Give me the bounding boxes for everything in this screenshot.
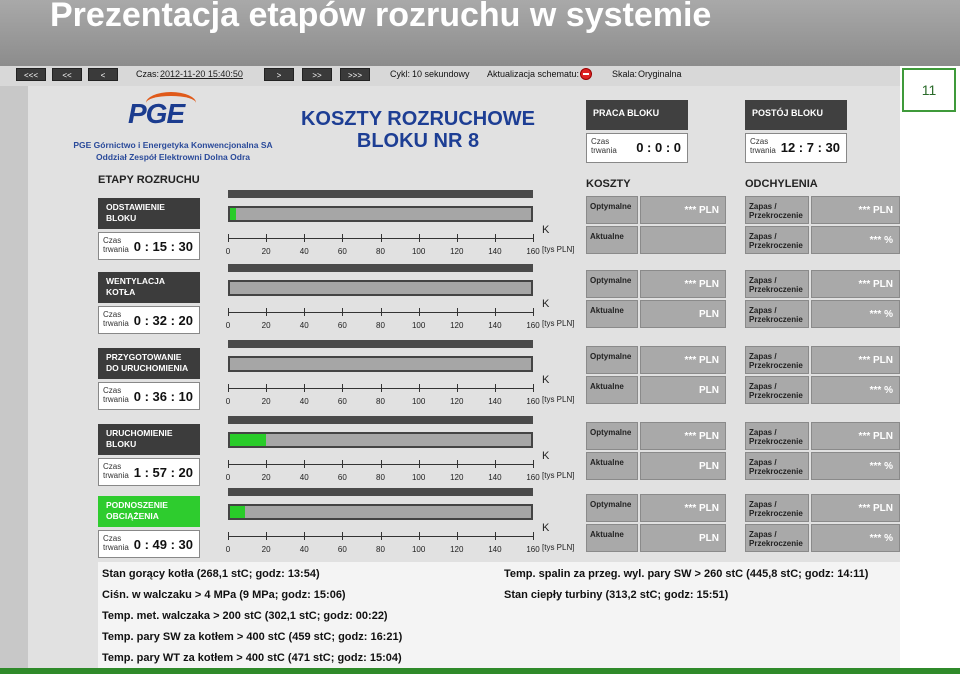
stop-duration bbox=[745, 133, 847, 163]
stage-2-tick-label: 140 bbox=[488, 397, 502, 406]
stage-1-tick-label: 20 bbox=[261, 321, 271, 330]
stage-0-tick bbox=[342, 234, 343, 242]
nav-back-more-button[interactable]: << bbox=[52, 68, 82, 81]
stage-0-name2: BLOKU bbox=[106, 213, 137, 223]
stage-1-dur-label1: Czas bbox=[103, 310, 122, 319]
stage-1-tick bbox=[495, 308, 496, 316]
dev-label-line2: Przekroczenie bbox=[749, 467, 803, 476]
stage-2-name1: PRZYGOTOWANIE bbox=[106, 352, 182, 362]
dev-label-line1: Zapas / bbox=[749, 276, 777, 285]
stage-3-tick bbox=[342, 460, 343, 468]
stage-2-cost-optimal-value bbox=[640, 346, 726, 374]
bottom-accent-line bbox=[0, 668, 960, 674]
scada-screen bbox=[0, 66, 900, 674]
stage-2-tick-label: 60 bbox=[337, 397, 347, 406]
slide-title-bar bbox=[0, 0, 960, 66]
stage-3-cost-actual-label bbox=[586, 452, 638, 480]
stage-3-deviation-value-1 bbox=[811, 452, 900, 480]
work-dur-label1: Czas bbox=[591, 137, 610, 146]
nav-forward-more-button[interactable]: >> bbox=[302, 68, 332, 81]
time-value[interactable]: 2012-11-20 15:40:50 bbox=[160, 69, 243, 79]
cost-actual-text: Aktualne bbox=[590, 458, 624, 467]
stage-2-progress-bar bbox=[228, 356, 533, 372]
stage-4-bar-header bbox=[228, 488, 533, 496]
stage-1-tick bbox=[304, 308, 305, 316]
stage-0-tick bbox=[381, 234, 382, 242]
stage-3-progress-fill bbox=[230, 434, 266, 446]
stage-4-tick bbox=[419, 532, 420, 540]
stage-3-dev-text-1: *** % bbox=[869, 461, 893, 472]
stop-update-icon[interactable] bbox=[580, 68, 592, 80]
stage-3-tick-label: 140 bbox=[488, 473, 502, 482]
company-line1: PGE Górnictwo i Energetyka Konwencjonalna SA bbox=[73, 140, 273, 150]
stage-0-duration bbox=[98, 232, 200, 260]
cost-optimal-text: Optymalne bbox=[590, 428, 632, 437]
stage-2-tick bbox=[228, 384, 229, 392]
cost-optimal-text: Optymalne bbox=[590, 500, 632, 509]
stage-2-bar-header bbox=[228, 340, 533, 348]
stage-4-label[interactable] bbox=[98, 496, 200, 527]
stage-3-tick bbox=[381, 460, 382, 468]
stage-1-name2: KOTŁA bbox=[106, 287, 136, 297]
stage-1-k-label: K bbox=[542, 298, 550, 310]
stage-1-dev-text-0: *** PLN bbox=[858, 279, 893, 290]
stage-2-tick bbox=[533, 384, 534, 392]
stage-4-tick bbox=[228, 532, 229, 540]
stage-3-tick bbox=[266, 460, 267, 468]
time-label: Czas: bbox=[136, 69, 160, 79]
stage-2-dur-label2: trwania bbox=[103, 395, 129, 404]
slide-number: 11 bbox=[902, 68, 956, 112]
stage-3-name2: BLOKU bbox=[106, 439, 137, 449]
work-dur-label2: trwania bbox=[591, 146, 617, 155]
stage-4-deviation-value-1 bbox=[811, 524, 900, 552]
main-panel bbox=[28, 86, 900, 674]
costs-heading: KOSZTY bbox=[586, 178, 631, 190]
stage-2-opt-text: *** PLN bbox=[684, 355, 719, 366]
condition-sw-steam-temp: Temp. pary SW za kotłem > 400 stC (459 stC; godz: 16:21) bbox=[102, 631, 403, 643]
stage-3-deviation-label-1 bbox=[745, 452, 809, 480]
stage-1-dur-label2: trwania bbox=[103, 319, 129, 328]
stage-3-cost-optimal-label bbox=[586, 422, 638, 450]
cycle-label: Cykl: bbox=[390, 69, 410, 79]
stage-4-deviation-label-0 bbox=[745, 494, 809, 522]
stage-3-name1: URUCHOMIENIE bbox=[106, 428, 173, 438]
stage-3-dur-label1: Czas bbox=[103, 462, 122, 471]
stage-1-tick bbox=[419, 308, 420, 316]
stage-3-progress-bar bbox=[228, 432, 533, 448]
stage-2-tick bbox=[457, 384, 458, 392]
company-logo bbox=[68, 94, 278, 164]
stage-0-progress-bar bbox=[228, 206, 533, 222]
stage-2-deviation-value-1 bbox=[811, 376, 900, 404]
nav-forward-button[interactable]: > bbox=[264, 68, 294, 81]
dev-label-line1: Zapas / bbox=[749, 232, 777, 241]
stage-4-duration-value: 0 : 49 : 30 bbox=[133, 537, 193, 552]
condition-hot-boiler: Stan gorący kotła (268,1 stC; godz: 13:54) bbox=[102, 568, 320, 580]
stage-2-tick-label: 160 bbox=[526, 397, 540, 406]
stage-0-opt-text: *** PLN bbox=[684, 205, 719, 216]
stage-4-tick-label: 40 bbox=[299, 545, 309, 554]
stage-4-tick bbox=[304, 532, 305, 540]
stage-3-label[interactable] bbox=[98, 424, 200, 455]
stage-3-deviation-value-0 bbox=[811, 422, 900, 450]
stage-4-dur-label1: Czas bbox=[103, 534, 122, 543]
stage-3-duration bbox=[98, 458, 200, 486]
condition-drum-temp: Temp. met. walczaka > 200 stC (302,1 stC; godz: 00:22) bbox=[102, 610, 388, 622]
stage-0-k-label: K bbox=[542, 224, 550, 236]
stage-0-unit-label: [tys PLN] bbox=[542, 245, 575, 254]
dev-label-line1: Zapas / bbox=[749, 202, 777, 211]
stage-3-tick-label: 160 bbox=[526, 473, 540, 482]
stage-0-tick-label: 120 bbox=[450, 247, 464, 256]
stage-2-tick bbox=[266, 384, 267, 392]
stage-4-name1: PODNOSZENIE bbox=[106, 500, 168, 510]
stage-1-cost-optimal-label bbox=[586, 270, 638, 298]
stage-0-tick-label: 100 bbox=[411, 247, 426, 256]
stage-1-cost-optimal-value bbox=[640, 270, 726, 298]
stage-4-opt-text: *** PLN bbox=[684, 503, 719, 514]
dev-label-line2: Przekroczenie bbox=[749, 509, 803, 518]
dev-label-line1: Zapas / bbox=[749, 530, 777, 539]
stage-1-dev-text-1: *** % bbox=[869, 309, 893, 320]
stage-1-progress-bar bbox=[228, 280, 533, 296]
stage-0-progress-fill bbox=[230, 208, 236, 220]
stage-4-tick bbox=[381, 532, 382, 540]
stage-0-name1: ODSTAWIENIE bbox=[106, 202, 165, 212]
stage-1-tick-label: 0 bbox=[225, 321, 231, 330]
stage-0-tick bbox=[495, 234, 496, 242]
stage-2-deviation-label-1 bbox=[745, 376, 809, 404]
nav-back-button[interactable]: < bbox=[88, 68, 118, 81]
stage-3-k-label: K bbox=[542, 450, 550, 462]
stage-2-tick bbox=[304, 384, 305, 392]
conditions-panel bbox=[98, 562, 900, 672]
stage-1-tick bbox=[342, 308, 343, 316]
stage-4-tick-label: 140 bbox=[488, 545, 502, 554]
stage-2-dur-label1: Czas bbox=[103, 386, 122, 395]
left-strip bbox=[0, 66, 28, 674]
cost-actual-text: Aktualne bbox=[590, 232, 624, 241]
stage-0-tick bbox=[266, 234, 267, 242]
stop-duration-value: 12 : 7 : 30 bbox=[780, 140, 840, 155]
stage-1-tick bbox=[228, 308, 229, 316]
condition-wt-steam-temp: Temp. pary WT za kotłem > 400 stC (471 stC; godz: 15:04) bbox=[102, 652, 402, 664]
stage-4-unit-label: [tys PLN] bbox=[542, 543, 575, 552]
stage-2-cost-optimal-label bbox=[586, 346, 638, 374]
stage-1-unit-label: [tys PLN] bbox=[542, 319, 575, 328]
stage-4-deviation-label-1 bbox=[745, 524, 809, 552]
stage-3-tick bbox=[533, 460, 534, 468]
stop-dur-label2: trwania bbox=[750, 146, 776, 155]
stage-0-tick bbox=[304, 234, 305, 242]
stage-3-tick-label: 120 bbox=[450, 473, 464, 482]
dev-label-line1: Zapas / bbox=[749, 352, 777, 361]
stage-2-tick-label: 0 bbox=[225, 397, 231, 406]
stage-0-tick bbox=[457, 234, 458, 242]
logo-text: PGE bbox=[128, 98, 185, 129]
stage-4-cost-actual-label bbox=[586, 524, 638, 552]
stage-2-deviation-value-0 bbox=[811, 346, 900, 374]
dev-label-line1: Zapas / bbox=[749, 500, 777, 509]
stage-0-cost-actual-value bbox=[640, 226, 726, 254]
cost-actual-text: Aktualne bbox=[590, 530, 624, 539]
dev-label-line1: Zapas / bbox=[749, 306, 777, 315]
dev-label-line1: Zapas / bbox=[749, 428, 777, 437]
stage-2-tick bbox=[495, 384, 496, 392]
stage-2-tick bbox=[381, 384, 382, 392]
stage-4-tick-label: 60 bbox=[337, 545, 347, 554]
stage-4-tick-label: 20 bbox=[261, 545, 271, 554]
stage-2-tick bbox=[419, 384, 420, 392]
stage-3-tick-label: 60 bbox=[337, 473, 347, 482]
stage-4-tick bbox=[533, 532, 534, 540]
stage-4-act-text: PLN bbox=[699, 533, 719, 544]
stage-2-tick bbox=[342, 384, 343, 392]
stage-1-deviation-value-1 bbox=[811, 300, 900, 328]
stage-1-deviation-label-0 bbox=[745, 270, 809, 298]
dev-label-line2: Przekroczenie bbox=[749, 241, 803, 250]
deviations-heading: ODCHYLENIA bbox=[745, 178, 818, 190]
stage-4-duration bbox=[98, 530, 200, 558]
stage-1-tick bbox=[533, 308, 534, 316]
stage-1-name1: WENTYLACJA bbox=[106, 276, 166, 286]
stage-4-tick bbox=[457, 532, 458, 540]
stage-0-duration-value: 0 : 15 : 30 bbox=[133, 239, 193, 254]
stage-2-tick-label: 40 bbox=[299, 397, 309, 406]
stage-0-tick-label: 0 bbox=[225, 247, 231, 256]
stage-1-opt-text: *** PLN bbox=[684, 279, 719, 290]
stage-1-tick-label: 60 bbox=[337, 321, 347, 330]
stage-2-tick-label: 20 bbox=[261, 397, 271, 406]
stage-4-tick-label: 120 bbox=[450, 545, 464, 554]
stage-0-dev-text-0: *** PLN bbox=[858, 205, 893, 216]
page-title bbox=[298, 108, 538, 152]
stage-4-tick bbox=[342, 532, 343, 540]
stage-1-act-text: PLN bbox=[699, 309, 719, 320]
cycle-value: 10 sekundowy bbox=[412, 69, 470, 79]
company-line2: Oddział Zespół Elektrowni Dolna Odra bbox=[96, 152, 250, 162]
stage-1-tick-label: 80 bbox=[376, 321, 385, 330]
stage-0-tick-label: 60 bbox=[337, 247, 347, 256]
stage-0-tick bbox=[419, 234, 420, 242]
stage-4-progress-bar bbox=[228, 504, 533, 520]
slide-title: Prezentacja etapów rozruchu w systemie bbox=[50, 0, 712, 34]
stage-1-tick-label: 100 bbox=[411, 321, 426, 330]
stage-1-cost-actual-label bbox=[586, 300, 638, 328]
scale-value: Oryginalna bbox=[638, 69, 682, 79]
stage-3-cost-actual-value bbox=[640, 452, 726, 480]
stage-4-dev-text-0: *** PLN bbox=[858, 503, 893, 514]
stage-1-tick bbox=[381, 308, 382, 316]
stage-4-dev-text-1: *** % bbox=[869, 533, 893, 544]
stage-0-cost-optimal-value bbox=[640, 196, 726, 224]
stage-3-act-text: PLN bbox=[699, 461, 719, 472]
stage-3-duration-value: 1 : 57 : 20 bbox=[133, 465, 193, 480]
stage-3-tick bbox=[304, 460, 305, 468]
stage-4-progress-fill bbox=[230, 506, 245, 518]
stage-4-tick bbox=[266, 532, 267, 540]
stage-2-tick-label: 120 bbox=[450, 397, 464, 406]
stage-0-cost-optimal-label bbox=[586, 196, 638, 224]
cost-actual-text: Aktualne bbox=[590, 382, 624, 391]
stage-0-deviation-value-1 bbox=[811, 226, 900, 254]
stage-1-tick bbox=[266, 308, 267, 316]
cost-actual-text: Aktualne bbox=[590, 306, 624, 315]
update-label: Aktualizacja schematu: bbox=[487, 69, 580, 79]
cost-optimal-text: Optymalne bbox=[590, 202, 632, 211]
stage-4-tick-label: 80 bbox=[376, 545, 385, 554]
stage-1-tick-label: 160 bbox=[526, 321, 540, 330]
stage-1-tick-label: 40 bbox=[299, 321, 309, 330]
stage-0-deviation-label-1 bbox=[745, 226, 809, 254]
stage-0-dur-label2: trwania bbox=[103, 245, 129, 254]
stage-3-unit-label: [tys PLN] bbox=[542, 471, 575, 480]
stage-0-tick-label: 20 bbox=[261, 247, 271, 256]
stage-0-tick bbox=[228, 234, 229, 242]
nav-forward-far-button[interactable]: >>> bbox=[340, 68, 370, 81]
work-status-label: PRACA BLOKU bbox=[586, 100, 688, 130]
stage-2-tick-label: 100 bbox=[411, 397, 426, 406]
stage-1-duration-value: 0 : 32 : 20 bbox=[133, 313, 193, 328]
stage-3-tick-label: 100 bbox=[411, 473, 426, 482]
stage-3-tick-label: 80 bbox=[376, 473, 385, 482]
dev-label-line2: Przekroczenie bbox=[749, 391, 803, 400]
cost-optimal-text: Optymalne bbox=[590, 352, 632, 361]
stage-3-deviation-label-0 bbox=[745, 422, 809, 450]
stage-2-k-label: K bbox=[542, 374, 550, 386]
stop-dur-label1: Czas bbox=[750, 137, 769, 146]
stage-1-bar-header bbox=[228, 264, 533, 272]
stage-1-tick bbox=[457, 308, 458, 316]
stage-1-tick-label: 120 bbox=[450, 321, 464, 330]
work-duration-value: 0 : 0 : 0 bbox=[636, 140, 681, 155]
stage-4-cost-optimal-label bbox=[586, 494, 638, 522]
condition-drum-pressure: Ciśn. w walczaku > 4 MPa (9 MPa; godz: 15:06) bbox=[102, 589, 346, 601]
stage-3-tick bbox=[419, 460, 420, 468]
stage-4-deviation-value-0 bbox=[811, 494, 900, 522]
stage-2-cost-actual-label bbox=[586, 376, 638, 404]
stage-4-tick-label: 100 bbox=[411, 545, 426, 554]
stop-status-label: POSTÓJ BLOKU bbox=[745, 100, 847, 130]
scale-label: Skala: bbox=[612, 69, 638, 79]
stage-1-cost-actual-value bbox=[640, 300, 726, 328]
stage-1-duration bbox=[98, 306, 200, 334]
dev-label-line2: Przekroczenie bbox=[749, 361, 803, 370]
stage-3-tick-label: 20 bbox=[261, 473, 271, 482]
stage-3-dur-label2: trwania bbox=[103, 471, 129, 480]
stage-2-deviation-label-0 bbox=[745, 346, 809, 374]
stage-4-tick-label: 0 bbox=[225, 545, 231, 554]
stage-2-dev-text-0: *** PLN bbox=[858, 355, 893, 366]
stage-4-tick-label: 160 bbox=[526, 545, 540, 554]
stage-0-tick-label: 80 bbox=[376, 247, 385, 256]
stage-2-act-text: PLN bbox=[699, 385, 719, 396]
stage-2-duration bbox=[98, 382, 200, 410]
stage-3-tick-label: 0 bbox=[225, 473, 231, 482]
stage-0-dev-text-1: *** % bbox=[869, 235, 893, 246]
cost-optimal-text: Optymalne bbox=[590, 276, 632, 285]
stage-0-tick-label: 140 bbox=[488, 247, 502, 256]
stage-0-tick bbox=[533, 234, 534, 242]
dev-label-line2: Przekroczenie bbox=[749, 539, 803, 548]
stage-3-tick-label: 40 bbox=[299, 473, 309, 482]
stage-0-cost-actual-label bbox=[586, 226, 638, 254]
stage-2-dev-text-1: *** % bbox=[869, 385, 893, 396]
stage-0-dur-label1: Czas bbox=[103, 236, 122, 245]
stage-3-tick bbox=[495, 460, 496, 468]
work-duration bbox=[586, 133, 688, 163]
condition-turbine-state: Stan ciepły turbiny (313,2 stC; godz: 15:51) bbox=[504, 589, 729, 601]
dev-label-line2: Przekroczenie bbox=[749, 315, 803, 324]
stage-4-k-label: K bbox=[542, 522, 550, 534]
stage-3-bar-header bbox=[228, 416, 533, 424]
stage-4-cost-optimal-value bbox=[640, 494, 726, 522]
stage-2-duration-value: 0 : 36 : 10 bbox=[133, 389, 193, 404]
dev-label-line1: Zapas / bbox=[749, 458, 777, 467]
dev-label-line1: Zapas / bbox=[749, 382, 777, 391]
nav-back-far-button[interactable]: <<< bbox=[16, 68, 46, 81]
stage-2-cost-actual-value bbox=[640, 376, 726, 404]
stage-4-tick bbox=[495, 532, 496, 540]
stage-3-opt-text: *** PLN bbox=[684, 431, 719, 442]
stage-1-label[interactable] bbox=[98, 272, 200, 303]
stage-1-deviation-value-0 bbox=[811, 270, 900, 298]
stage-4-cost-actual-value bbox=[640, 524, 726, 552]
stage-3-dev-text-0: *** PLN bbox=[858, 431, 893, 442]
stage-0-label[interactable] bbox=[98, 198, 200, 229]
stages-heading: ETAPY ROZRUCHU bbox=[98, 174, 200, 186]
stage-4-name2: OBCIĄŻENIA bbox=[106, 511, 159, 521]
stage-0-deviation-value-0 bbox=[811, 196, 900, 224]
stage-4-dur-label2: trwania bbox=[103, 543, 129, 552]
toolbar bbox=[0, 66, 900, 86]
title-line2: BLOKU NR 8 bbox=[356, 130, 480, 152]
title-line1: KOSZTY ROZRUCHOWE bbox=[300, 108, 536, 130]
stage-2-unit-label: [tys PLN] bbox=[542, 395, 575, 404]
condition-flue-gas-temp: Temp. spalin za przeg. wyl. pary SW > 260 stC (445,8 stC; godz: 14:11) bbox=[504, 568, 869, 580]
stage-3-tick bbox=[457, 460, 458, 468]
stage-0-tick-label: 160 bbox=[526, 247, 540, 256]
dev-label-line2: Przekroczenie bbox=[749, 211, 803, 220]
stage-0-bar-header bbox=[228, 190, 533, 198]
stage-0-tick-label: 40 bbox=[299, 247, 309, 256]
stage-1-deviation-label-1 bbox=[745, 300, 809, 328]
stage-0-deviation-label-0 bbox=[745, 196, 809, 224]
stage-2-name2: DO URUCHOMIENIA bbox=[106, 363, 189, 373]
dev-label-line2: Przekroczenie bbox=[749, 285, 803, 294]
stage-1-tick-label: 140 bbox=[488, 321, 502, 330]
stage-3-tick bbox=[228, 460, 229, 468]
stage-3-cost-optimal-value bbox=[640, 422, 726, 450]
dev-label-line2: Przekroczenie bbox=[749, 437, 803, 446]
stage-2-label[interactable] bbox=[98, 348, 200, 379]
stage-2-tick-label: 80 bbox=[376, 397, 385, 406]
